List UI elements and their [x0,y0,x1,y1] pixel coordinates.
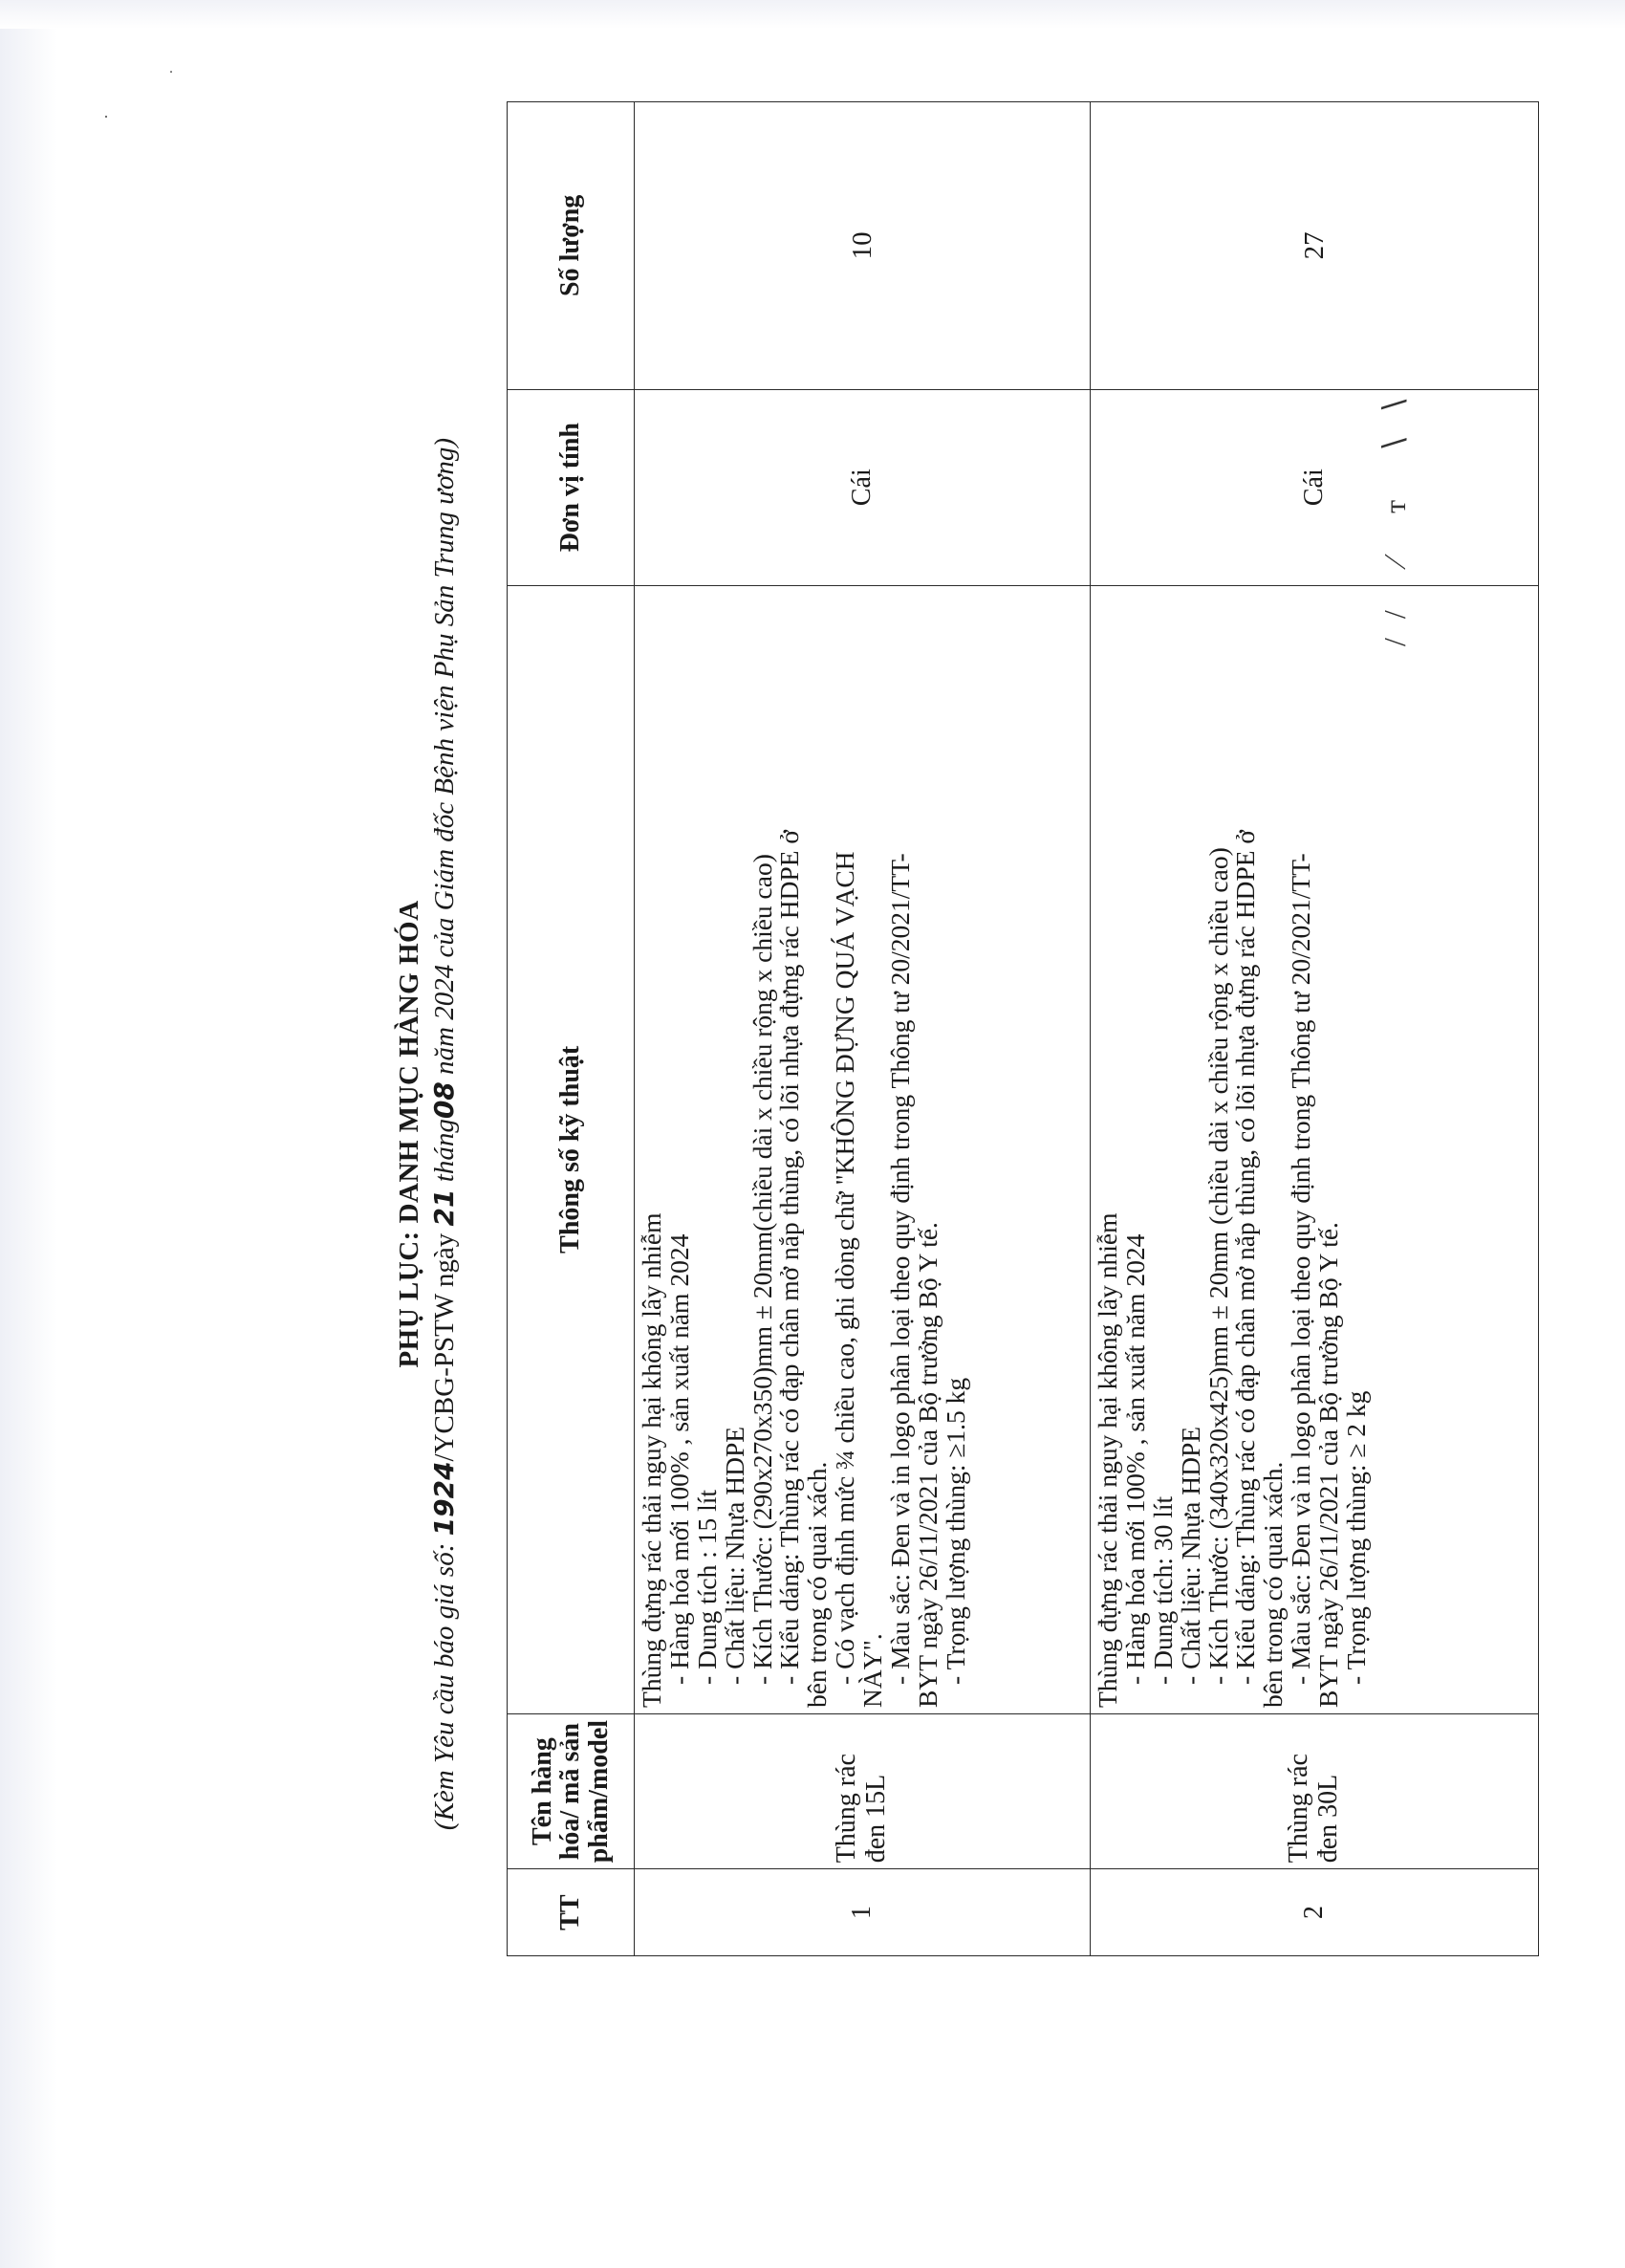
spec-line: - Trọng lượng thùng: ≥ 2 kg [1340,1390,1371,1685]
spec-line: - Trọng lượng thùng: ≥1.5 kg [940,1377,970,1685]
header-qty: Số lượng [508,102,635,390]
header-spec: Thông số kỹ thuật [508,585,635,1713]
row-spec [635,585,1091,1713]
row-qty: 10 [635,102,1091,390]
stamp-marks: // ⁄ ᴛ ∖∖ [1377,377,1412,646]
spec-line: - Chất liệu: Nhựa HDPE [719,1426,749,1685]
scan-speck: · [103,107,109,126]
table-header-row [508,102,635,1956]
request-number: 1924 [428,1461,460,1537]
spec-line: - Kiểu dáng: Thùng rác có đạp chân mở nắp thùng, có lõi nhựa đựng rác HDPE ở [774,830,805,1685]
spec-line: - Chất liệu: Nhựa HDPE [1175,1426,1205,1685]
header-name: Tên hàng hóa/ mã sản phẩm/model [508,1713,635,1868]
spec-line: bên trong có quai xách. [802,1461,833,1708]
spec-line: - Kích Thước: (290x270x350)mm ± 20mm(chiều dài x chiều rộng x chiều cao) [747,854,777,1685]
row-unit: Cái [635,389,1091,585]
spec-line: - Dung tích : 15 lít [691,1489,722,1685]
spec-line: - Kiểu dáng: Thùng rác có đạp chân mở nắp thùng, có lõi nhựa đựng rác HDPE ở [1230,830,1261,1685]
spec-line: - Hàng hóa mới 100% , sản xuất năm 2024 [1119,1233,1150,1685]
spec-line: - Hàng hóa mới 100% , sản xuất năm 2024 [663,1233,694,1685]
subtitle-prefix: (Kèm Yêu cầu báo giá số: [429,1536,460,1831]
spec-line: BYT ngày 26/11/2021 của Bộ trưởng Bộ Y tế. [1313,1222,1343,1708]
handwritten-month: 08 [428,1081,460,1120]
table-row [1091,102,1539,1956]
spec-line: bên trong có quai xách. [1258,1461,1289,1708]
handwritten-day: 21 [428,1189,460,1227]
row-qty: 27 [1091,102,1539,390]
spec-line: NÀY". [857,1633,887,1708]
spec-line: - Kích Thước: (340x320x425)mm ± 20mm (chiều dài x chiều rộng x chiều cao) [1202,847,1233,1685]
spec-line: Thùng đựng rác thải nguy hại không lây nhiễm [1093,1212,1122,1708]
spec-line: - Dung tích: 30 lít [1147,1495,1178,1685]
spec-line: - Màu sắc: Đen và in logo phân loại theo quy định trong Thông tư 20/2021/TT- [1286,853,1316,1685]
scan-edge-left [0,0,57,2268]
scan-speck: ˙ [168,67,174,86]
row-spec [1091,585,1539,1713]
spec-line: - Có vạch định mức ¾ chiều cao, ghi dòng chữ "KHÔNG ĐỰNG QUÁ VẠCH [830,851,860,1685]
row-unit: Cái [1091,389,1539,585]
row-name: Thùng rác đen 15L [635,1713,1091,1868]
page-subtitle [428,92,461,2176]
subtitle-suffix: năm 2024 của Giám đốc Bệnh viện Phụ Sản Trung ương) [429,437,460,1082]
spec-line: BYT ngày 26/11/2021 của Bộ trưởng Bộ Y tế. [912,1222,942,1708]
row-tt: 1 [635,1869,1091,1956]
page-title: PHỤ LỤC: DANH MỤC HÀNG HÓA [394,900,424,1368]
row-tt: 2 [1091,1869,1539,1956]
page-content [143,92,1482,2176]
subtitle-code: /YCBG-PSTW ngày [429,1226,460,1462]
spec-line: Thùng đựng rác thải nguy hại không lây nhiễm [637,1212,666,1708]
row-name: Thùng rác đen 30L [1091,1713,1539,1868]
spec-line: - Màu sắc: Đen và in logo phân loại theo quy định trong Thông tư 20/2021/TT- [884,853,915,1685]
subtitle-month-word: tháng [429,1119,460,1189]
header-tt: TT [508,1869,635,1956]
scan-edge-top [0,0,1625,29]
header-unit: Đơn vị tính [508,389,635,585]
table-row [635,102,1091,1956]
rotated-page [143,92,1482,2176]
